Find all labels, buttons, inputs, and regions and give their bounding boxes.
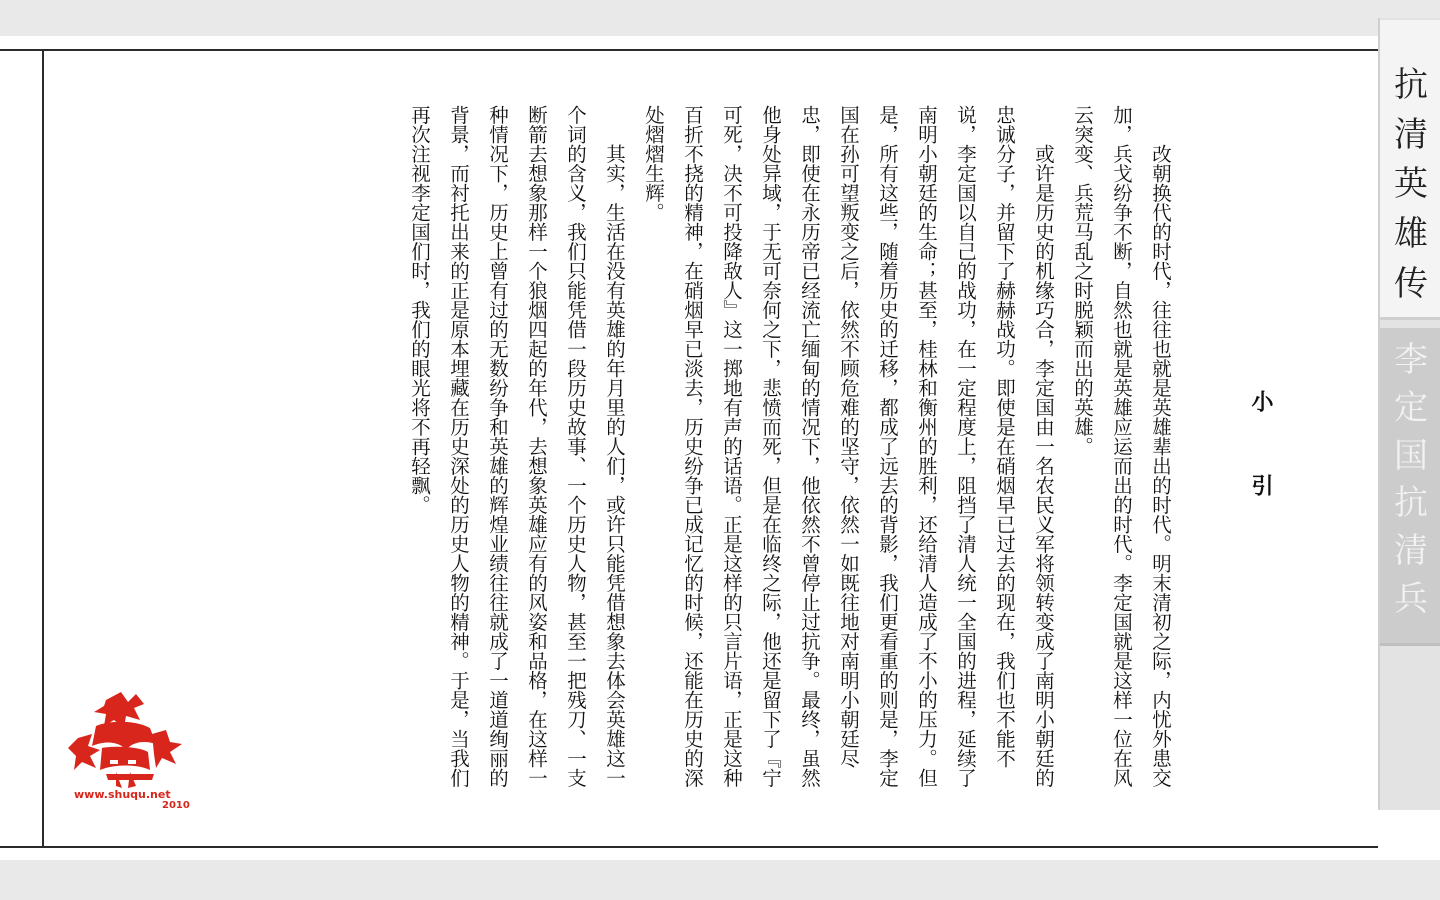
tab-char-3: 国 [1394,435,1428,476]
chapter-body [240,105,1180,805]
tab-book-title[interactable] [1380,20,1440,320]
tab-char-2: 定 [1394,387,1428,428]
paragraph-2: 或许是历史的机缘巧合，李定国由一名农民义军将领转变成了南明小朝廷的忠诚分子，并留下了赫赫战功。即使是在硝烟早已过去的现在，我们也不能不说，李定国以自己的战功，在一定程度上，阻挡了清人统一全国的进程，延续了南明小朝廷的生命；甚至，桂林和衡州的胜利，还给清人造成了不小的压力。但是，所有这些，随着历史的迁移，都成了远去的背影，我们更看重的则是，李定国在孙可望叛变之后，依然不顾危难的坚守，依然一如既往地对南明小朝廷尽忠，即使在永历帝已经流亡缅甸的情况下，他依然不曾停止过抗争。最终，虽然他身处异域，于无可奈何之下，悲愤而死，但是在临终之际，他还是留下了『宁可死，决不可投降敌人』这一掷地有声的话语。正是这样的只言片语，正是这种百折不挠的精神，在硝烟早已淡去，历史纷争已成记忆的时候，还能在历史的深处熠熠生辉。 [642,105,1055,788]
logo-site-text: www.shuqu.net [74,788,171,801]
tab-chapter-title[interactable] [1380,328,1440,646]
book-side-tabs [1378,18,1440,810]
tab-char-4: 抗 [1394,483,1428,524]
paragraph-1: 改朝换代的时代，往往也就是英雄辈出的时代。明末清初之际，内忧外患交加，兵戈纷争不断，自然也就是英雄应运而出的时代。李定国就是这样一位在风云突变、兵荒马乱之时脱颖而出的英雄。 [1071,105,1172,788]
left-border [42,49,44,848]
tab-char-6: 兵 [1394,579,1428,620]
tab-char-3: 英 [1394,164,1428,205]
chapter-heading: 小引 [1248,390,1273,558]
shuqu-papercut-logo [66,690,198,810]
tab-char-1: 抗 [1394,64,1428,105]
tab-char-4: 雄 [1394,214,1428,255]
paragraph-3: 其实，生活在没有英雄的年月里的人们，或许只能凭借想象去体会英雄这一个词的含义，我们只能凭借一段历史故事、一个历史人物，甚至一把残刀、一支断箭去想象那样一个狼烟四起的年代，去想象英雄应有的风姿和品格，在这样一种情况下，历史上曾有过的无数纷争和英雄的辉煌业绩往往就成了一道道绚丽的背景，而衬托出来的正是原本埋藏在历史深处的历史人物的精神。于是，当我们再次注视李定国们时，我们的眼光将不再轻飘。 [408,105,626,788]
tab-char-1: 李 [1394,339,1428,380]
tab-char-5: 清 [1394,531,1428,572]
logo-year-text: 2010 [162,800,190,810]
bottom-border [0,846,1378,848]
tab-char-5: 传 [1394,264,1428,305]
top-border [0,49,1378,51]
tab-char-2: 清 [1394,114,1428,155]
